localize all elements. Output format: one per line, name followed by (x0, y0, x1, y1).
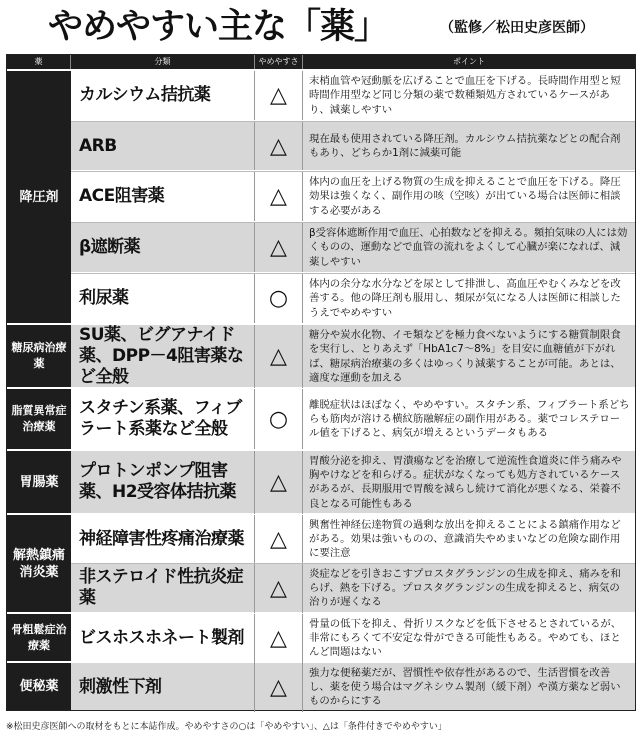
category-cell: 糖尿病治療薬 (7, 325, 71, 387)
ease-mark: ○ (255, 274, 303, 323)
group-analgesic (7, 513, 635, 612)
group-diabetes (7, 323, 635, 387)
drug-name: β遮断薬 (71, 223, 255, 272)
point-text: 炎症などを引きおこすプロスタグランジンの生成を抑え、痛みを和らげ、熱を下げる。プロスタグランジンの生成を抑えると、病気の治りが遅くなる (309, 568, 621, 609)
table-header (7, 55, 635, 69)
category-cell: 便秘薬 (7, 663, 71, 710)
drug-name: 利尿薬 (71, 274, 255, 323)
drug-name: ACE阻害薬 (71, 172, 255, 221)
table-row (71, 614, 635, 661)
drug-name: 神経障害性疼痛治療薬 (71, 515, 255, 564)
page-supervisor: （監修／松田史彦医師） (440, 20, 594, 36)
drug-name: 刺激性下剤 (71, 663, 255, 712)
category-cell: 胃腸薬 (7, 451, 71, 513)
table-row (71, 171, 635, 222)
footnote: ※松田史彦医師への取材をもとに本誌作成。やめやすさの○は「やめやすい」、△は「条件付きでやめやすい」 (6, 722, 447, 732)
ease-mark: △ (255, 223, 303, 272)
point-text: 胃酸分泌を抑え、胃潰瘍などを治療して逆流性食道炎に伴う痛みや胸やけなどを和らげる。症状がなくなっても処方されているケースがあるが、長期服用で胃酸を減らし続けて消化が悪くなる、栄養不良となる可能性もある (309, 455, 622, 510)
group-laxative (7, 661, 635, 710)
group-osteoporosis (7, 612, 635, 661)
ease-mark: △ (255, 122, 303, 170)
point-text: 離脱症状はほぼなく、やめやすい。スタチン系、フィブラート系どちらも筋肉が溶ける横紋筋融解症の副作用がある。薬でコレステロール値を下げると、病気が増えるというデータもある (309, 398, 630, 440)
drug-table (6, 54, 636, 711)
ease-mark: ○ (255, 389, 303, 449)
point-text: 糖分や炭水化物、イモ類などを極力食べないようにする糖質制限食を実行し、とりあえず「HbA1c7～8%」を目安に血糖値が下がれば、糖尿病治療薬の多くはゆっくり減薬することが可能。あとは、適度な運動を加える (309, 329, 621, 384)
ease-mark: △ (255, 451, 303, 514)
header-classification: 分類 (71, 55, 255, 69)
drug-name: 非ステロイド性抗炎症薬 (71, 564, 255, 613)
ease-mark: △ (255, 71, 303, 120)
category-cell: 骨粗鬆症治療薬 (7, 614, 71, 661)
table-row (71, 515, 635, 563)
ease-mark: △ (255, 564, 303, 613)
table-row (71, 325, 635, 387)
point-text: β受容体遮断作用で血圧、心拍数などを抑える。頻拍気味の人には効くものの、運動などで血管の流れをよくして心臓が楽になれば、減薬しやすい (309, 227, 628, 268)
ease-mark: △ (255, 325, 303, 388)
group-dyslipidemia (7, 387, 635, 449)
table-row (71, 389, 635, 449)
drug-name: スタチン系薬、フィブラート系薬など全般 (71, 389, 255, 449)
drug-name: ARB (71, 122, 255, 170)
table-row (71, 121, 635, 171)
drug-name: SU薬、ビグアナイド薬、DPP－4阻害薬など全般 (71, 325, 255, 388)
table-row (71, 663, 635, 710)
table-row (71, 451, 635, 513)
ease-mark: △ (255, 515, 303, 564)
point-text: 骨量の低下を抑え、骨折リスクなどを低下させるとされているが、非常にもろくて不安定な骨ができる可能性もある。やめても、ほとんど問題はない (309, 618, 622, 659)
drug-name: プロトンポンプ阻害薬、H2受容体拮抗薬 (71, 451, 255, 514)
table-row (71, 71, 635, 121)
group-gastrointestinal (7, 449, 635, 513)
title-row (0, 0, 640, 56)
point-text: 興奮性神経伝達物質の過剰な放出を抑えることによる鎮痛作用などがある。効果は強いものの、意識消失やめまいなどの危険な副作用に要注意 (309, 519, 621, 560)
page-title: やめやすい主な「薬」 (48, 7, 389, 47)
table-row (71, 222, 635, 273)
drug-name: カルシウム拮抗薬 (71, 71, 255, 120)
category-cell: 降圧剤 (7, 71, 71, 323)
header-category: 薬 (7, 55, 71, 69)
table-row (71, 273, 635, 323)
point-text: 体内の余分な水分などを尿として排泄し、高血圧やむくみなどを改善する。他の降圧剤も服用し、頻尿が気になる人は医師に相談したうえでやめやすい (309, 278, 621, 319)
header-ease: やめやすさ (255, 55, 303, 69)
group-antihypertensive (7, 69, 635, 323)
point-text: 強力な便秘薬だが、習慣性や依存性があるので、生活習慣を改善し、薬を使う場合はマグネシウム製剤（緩下剤）や漢方薬など弱いものからにする (309, 667, 621, 708)
ease-mark: △ (255, 172, 303, 221)
drug-name: ビスホスホネート製剤 (71, 614, 255, 663)
point-text: 体内の血圧を上げる物質の生成を抑えることで血圧を下げる。降圧効果は強くなく、副作用の咳（空咳）が出ている場合は医師に相談する必要がある (309, 176, 621, 217)
ease-mark: △ (255, 663, 303, 712)
ease-mark: △ (255, 614, 303, 663)
point-text: 現在最も使用されている降圧剤。カルシウム拮抗薬などとの配合剤もあり、どちらか1剤に減薬可能 (309, 132, 621, 159)
point-text: 末梢血管や冠動脈を広げることで血圧を下げる。長時間作用型と短時間作用型など同じ分類の薬で数種類処方されているケースがあり、減薬しやすい (309, 75, 621, 116)
category-cell: 解熱鎮痛消炎薬 (7, 515, 71, 612)
header-point: ポイント (453, 57, 485, 66)
category-cell: 脂質異常症治療薬 (7, 389, 71, 449)
table-row (71, 563, 635, 612)
